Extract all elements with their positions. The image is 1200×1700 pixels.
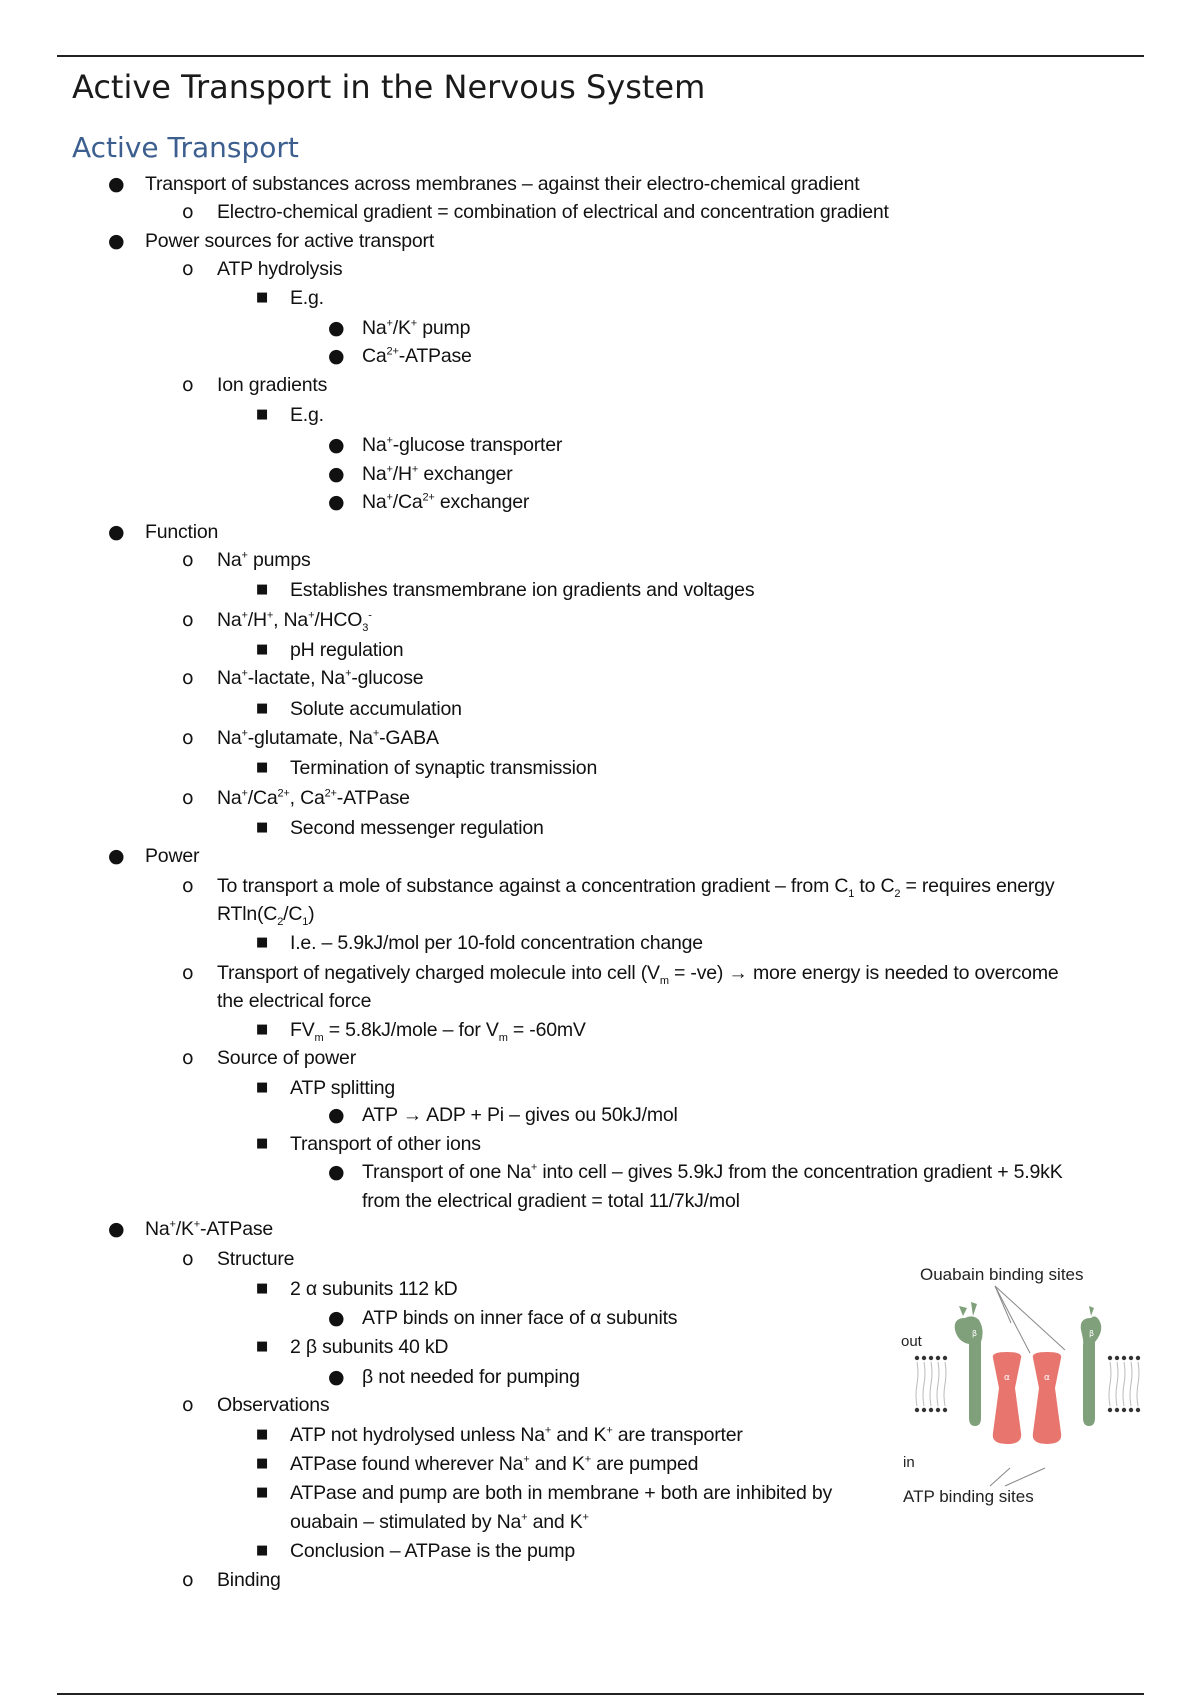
bullet-icon: ● bbox=[328, 1307, 345, 1329]
square-bullet-icon: ■ bbox=[256, 820, 269, 835]
list-item: Power bbox=[145, 845, 200, 867]
bullet-icon: ● bbox=[108, 230, 125, 252]
list-item: ATP not hydrolysed unless Na+ and K+ are transporter bbox=[290, 1424, 743, 1446]
list-item: Na+/H+, $Na^+/HCO_3^-$ bbox=[217, 609, 372, 634]
list-item: Na+-lactate, Na+-glucose bbox=[217, 667, 424, 689]
atp-binding-sites-label: ATP binding sites bbox=[903, 1487, 1034, 1506]
list-item: $FV_m$ = 5.8kJ/mole – for $V_m = -60mV$ bbox=[290, 1019, 586, 1044]
list-item: ATP splitting bbox=[290, 1077, 396, 1099]
list-item: 2 β subunits 40 kD bbox=[290, 1336, 449, 1358]
pointer-line bbox=[990, 1468, 1010, 1486]
bullet-icon: ● bbox=[328, 1104, 345, 1126]
pointer-line bbox=[995, 1286, 1065, 1350]
list-item: I.e. – 5.9kJ/mol per 10-fold concentration change bbox=[290, 932, 703, 954]
list-item: Electro-chemical gradient = combination of electrical and concentration gradient bbox=[217, 201, 889, 223]
bullet-icon: ● bbox=[328, 317, 345, 339]
circle-bullet-icon: o bbox=[182, 374, 194, 396]
square-bullet-icon: ■ bbox=[256, 290, 269, 305]
list-item: Source of power bbox=[217, 1047, 356, 1069]
square-bullet-icon: ■ bbox=[256, 1339, 269, 1354]
bullet-icon: ● bbox=[108, 1218, 125, 1240]
circle-bullet-icon: o bbox=[182, 1394, 194, 1416]
bullet-icon: ● bbox=[328, 345, 345, 367]
beta-subunit-left bbox=[955, 1302, 983, 1426]
pointer-line bbox=[995, 1286, 1030, 1353]
list-item-continuation: $RTln(C_2/C_1)$ bbox=[217, 903, 315, 928]
alpha-subunit-right bbox=[1033, 1352, 1061, 1444]
list-item: Termination of synaptic transmission bbox=[290, 757, 598, 779]
list-item: Second messenger regulation bbox=[290, 817, 544, 839]
square-bullet-icon: ■ bbox=[256, 1281, 269, 1296]
list-item: Transport of other ions bbox=[290, 1133, 481, 1155]
list-item: Transport of negatively charged molecule into cell $(V_m = -ve)$ → more energy is needed to overcome bbox=[217, 962, 1059, 987]
circle-bullet-icon: o bbox=[182, 667, 194, 689]
list-item: Binding bbox=[217, 1569, 281, 1591]
list-item: Observations bbox=[217, 1394, 330, 1416]
bullet-icon: ● bbox=[328, 1161, 345, 1183]
list-item: 2 α subunits 112 kD bbox=[290, 1278, 458, 1300]
circle-bullet-icon: o bbox=[182, 201, 194, 223]
square-bullet-icon: ■ bbox=[256, 701, 269, 716]
page-title: Active Transport in the Nervous System bbox=[72, 68, 706, 106]
in-label: in bbox=[903, 1454, 915, 1471]
list-item: Solute accumulation bbox=[290, 698, 462, 720]
bullet-icon: ● bbox=[328, 463, 345, 485]
list-item: Transport of substances across membranes – against their electro-chemical gradient bbox=[145, 173, 860, 195]
bullet-icon: ● bbox=[108, 173, 125, 195]
membrane-outer-leaflet bbox=[915, 1356, 1140, 1360]
square-bullet-icon: ■ bbox=[256, 582, 269, 597]
list-item: Function bbox=[145, 521, 219, 543]
list-item: ATP hydrolysis bbox=[217, 258, 343, 280]
section-heading: Active Transport bbox=[72, 131, 299, 164]
list-item: Conclusion – ATPase is the pump bbox=[290, 1540, 576, 1562]
list-item: Na+-glucose transporter bbox=[362, 434, 563, 456]
square-bullet-icon: ■ bbox=[256, 1543, 269, 1558]
top-rule bbox=[57, 55, 1144, 57]
square-bullet-icon: ■ bbox=[256, 1080, 269, 1095]
square-bullet-icon: ■ bbox=[256, 760, 269, 775]
alpha-subunit-left bbox=[993, 1352, 1021, 1444]
circle-bullet-icon: o bbox=[182, 549, 194, 571]
membrane-inner-leaflet bbox=[915, 1408, 1140, 1412]
list-item: To transport a mole of substance against a concentration gradient – from $C_1$ to $C_2$ = requires energy bbox=[217, 875, 1055, 900]
list-item: E.g. bbox=[290, 287, 324, 309]
list-item: Structure bbox=[217, 1248, 295, 1270]
circle-bullet-icon: o bbox=[182, 1569, 194, 1591]
list-item: $Na^+/Ca^{2+}$ exchanger bbox=[362, 491, 530, 513]
square-bullet-icon: ■ bbox=[256, 935, 269, 950]
list-item: ATP binds on inner face of α subunits bbox=[362, 1307, 678, 1329]
list-item-continuation: from the electrical gradient = total 11/7kJ/mol bbox=[362, 1190, 740, 1212]
membrane-illustration bbox=[895, 1258, 1165, 1508]
square-bullet-icon: ■ bbox=[256, 1485, 269, 1500]
list-item: β not needed for pumping bbox=[362, 1366, 580, 1388]
square-bullet-icon: ■ bbox=[256, 1022, 269, 1037]
beta-subunit-right bbox=[1081, 1306, 1102, 1426]
circle-bullet-icon: o bbox=[182, 1248, 194, 1270]
out-label: out bbox=[901, 1333, 922, 1350]
circle-bullet-icon: o bbox=[182, 609, 194, 631]
ouabain-binding-sites-label: Ouabain binding sites bbox=[920, 1265, 1084, 1284]
circle-bullet-icon: o bbox=[182, 1047, 194, 1069]
square-bullet-icon: ■ bbox=[256, 1427, 269, 1442]
list-item: Na+-glutamate, Na+-GABA bbox=[217, 727, 439, 749]
bullet-icon: ● bbox=[328, 1366, 345, 1388]
square-bullet-icon: ■ bbox=[256, 642, 269, 657]
list-item: pH regulation bbox=[290, 639, 404, 661]
list-item: Na+/K+-ATPase bbox=[145, 1218, 274, 1240]
square-bullet-icon: ■ bbox=[256, 1136, 269, 1151]
list-item: ATPase and pump are both in membrane + both are inhibited by bbox=[290, 1482, 833, 1504]
alpha-symbol: α bbox=[1044, 1373, 1050, 1383]
bullet-icon: ● bbox=[328, 434, 345, 456]
circle-bullet-icon: o bbox=[182, 787, 194, 809]
list-item: Establishes transmembrane ion gradients and voltages bbox=[290, 579, 755, 601]
beta-symbol: β bbox=[972, 1329, 978, 1338]
list-item: E.g. bbox=[290, 404, 324, 426]
bullet-icon: ● bbox=[108, 521, 125, 543]
list-item-continuation: ouabain – stimulated by Na+ and K+ bbox=[290, 1511, 589, 1533]
bullet-icon: ● bbox=[108, 845, 125, 867]
list-item: Na+/H+ exchanger bbox=[362, 463, 513, 485]
list-item: ATP → ADP + Pi – gives ou 50kJ/mol bbox=[362, 1104, 678, 1126]
circle-bullet-icon: o bbox=[182, 258, 194, 280]
circle-bullet-icon: o bbox=[182, 875, 194, 897]
list-item: Na+ pumps bbox=[217, 549, 311, 571]
square-bullet-icon: ■ bbox=[256, 407, 269, 422]
bottom-rule bbox=[57, 1693, 1144, 1695]
bullet-icon: ● bbox=[328, 491, 345, 513]
list-item: ATPase found wherever Na+ and K+ are pumped bbox=[290, 1453, 699, 1475]
list-item: Power sources for active transport bbox=[145, 230, 435, 252]
beta-symbol: β bbox=[1089, 1329, 1095, 1338]
lipid-tails bbox=[916, 1362, 1139, 1406]
alpha-symbol: α bbox=[1004, 1373, 1010, 1383]
list-item: Transport of one Na+ into cell – gives 5.9kJ from the concentration gradient + 5.9kK bbox=[362, 1161, 1063, 1183]
circle-bullet-icon: o bbox=[182, 962, 194, 984]
list-item: Na+/K+ pump bbox=[362, 317, 471, 339]
square-bullet-icon: ■ bbox=[256, 1456, 269, 1471]
list-item-continuation: the electrical force bbox=[217, 990, 372, 1012]
list-item: $Na^+/Ca^{2+}$, $Ca^{2+}$-ATPase bbox=[217, 787, 410, 809]
pointer-line bbox=[1005, 1468, 1045, 1486]
list-item: $Ca^{2+}$-ATPase bbox=[362, 345, 472, 367]
list-item: Ion gradients bbox=[217, 374, 328, 396]
circle-bullet-icon: o bbox=[182, 727, 194, 749]
atpase-diagram bbox=[895, 1258, 1165, 1508]
